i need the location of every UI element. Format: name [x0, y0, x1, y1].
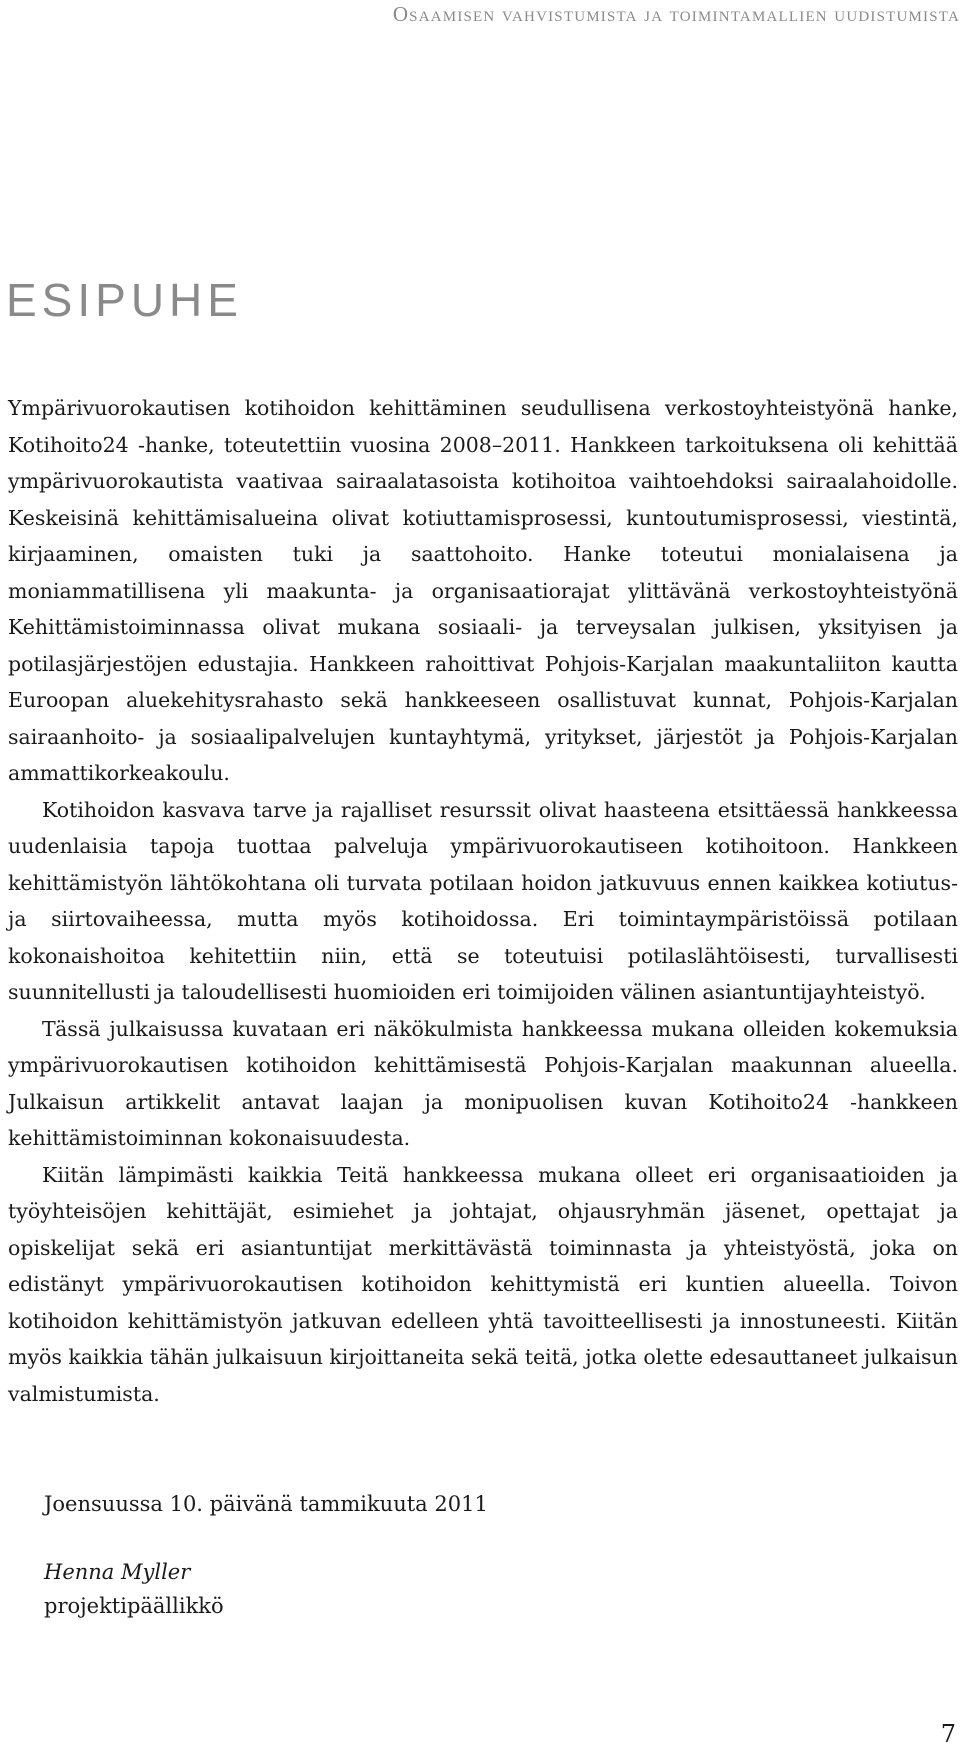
preface-body — [8, 390, 958, 1412]
page-number: 7 — [940, 1720, 956, 1748]
running-header: Osaamisen vahvistumista ja toimintamallien uudistumista — [392, 2, 960, 26]
paragraph-publication-scope: Tässä julkaisussa kuvataan eri näkökulmista hankkeessa mukana olleiden kokemuksia ympärivuorokautisen kotihoidon kehittämisestä Pohjois-Karjalan maakunnan alueella. Julkaisun artikkelit antavat laajan ja monipuolisen kuvan Kotihoito24 -hankkeen kehittämistoiminnan kokonaisuudesta. — [8, 1016, 958, 1150]
place-date: Joensuussa 10. päivänä tammikuuta 2011 — [44, 1492, 488, 1516]
paragraph-project-overview: Ympärivuorokautisen kotihoidon kehittäminen seudullisena verkostoyhteistyönä hanke, Kotihoito24 -hanke, toteutettiin vuosina 2008–2011. Hankkeen tarkoituksena oli kehittää ympärivuorokautista vaativaa sairaalatasoista kotihoitoa vaihtoehdoksi sairaalahoidolle. Keskeisinä kehittämisalueina olivat kotiuttamisprosessi, kuntoutumisprosessi, viestintä, kirjaaminen, omaisten tuki ja saattohoito. Hanke toteutui monialaisena ja moniammatillisena yli maakunta- ja organisaatiorajat ylittävänä verkostoyhteistyönä Kehittämistoiminnassa olivat mukana sosiaali- ja terveysalan julkisen, yksityisen ja potilasjärjestöjen edustajia. Hankkeen rahoittivat Pohjois-Karjalan maakuntaliiton kautta Euroopan aluekehitysrahasto sekä hankkeeseen osallistuvat kunnat, Pohjois-Karjalan sairaanhoito- ja sosiaalipalvelujen kuntayhtymä, yritykset, järjestöt ja Pohjois-Karjalan ammattikorkeakoulu. — [8, 396, 958, 785]
chapter-title: ESIPUHE — [6, 274, 243, 326]
signatory-name: Henna Myller — [44, 1560, 191, 1584]
signatory-title: projektipäällikkö — [44, 1594, 224, 1618]
paragraph-development-goals: Kotihoidon kasvava tarve ja rajalliset resurssit olivat haasteena etsittäessä hankkeessa uudenlaisia tapoja tuottaa palveluja ympärivuorokautiseen kotihoitoon. Hankkeen kehittämistyön lähtökohtana oli turvata potilaan hoidon jatkuvuus ennen kaikkea kotiutus- ja siirtovaiheessa, mutta myös kotihoidossa. Eri toimintaympäristöissä potilaan kokonaishoitoa kehitettiin niin, että se toteutuisi potilaslähtöisesti, turvallisesti suunnitellusti ja taloudellisesti huomioiden eri toimijoiden välinen asiantuntijayhteistyö. — [8, 797, 958, 1004]
paragraph-acknowledgements: Kiitän lämpimästi kaikkia Teitä hankkeessa mukana olleet eri organisaatioiden ja työyhteisöjen kehittäjät, esimiehet ja johtajat, ohjausryhmän jäsenet, opettajat ja opiskelijat sekä eri asiantuntijat merkittävästä toiminnasta ja yhteistyöstä, joka on edistänyt ympärivuorokautisen kotihoidon kehittymistä eri kuntien alueella. Toivon kotihoidon kehittämistyön jatkuvan edelleen yhtä tavoitteellisesti ja innostuneesti. Kiitän myös kaikkia tähän julkaisuun kirjoittaneita sekä teitä, jotka olette edesauttaneet julkaisun valmistumista. — [8, 1162, 958, 1406]
